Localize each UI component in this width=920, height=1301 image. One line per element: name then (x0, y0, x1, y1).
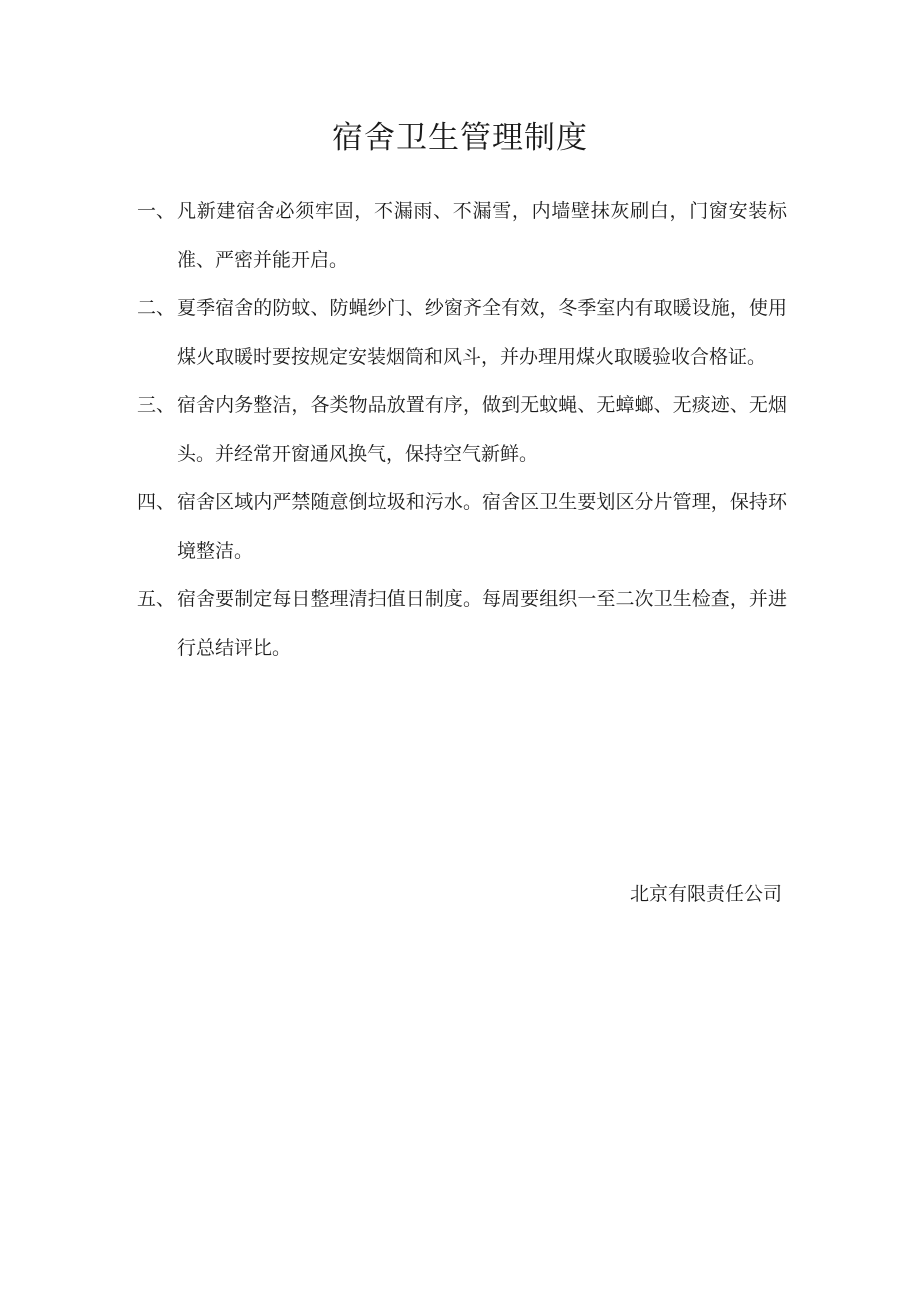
clause-number: 一、 (137, 200, 176, 222)
clause-text: 宿舍内务整洁，各类物品放置有序，做到无蚊蝇、无蟑螂、无痰迹、无烟头。并经常开窗通风换气，保持空气新鲜。 (177, 394, 787, 465)
clause-item (137, 478, 787, 575)
company-signature: 北京有限责任公司 (629, 883, 782, 905)
clause-number: 五、 (137, 588, 176, 610)
clause-item (137, 284, 787, 381)
clause-number: 三、 (137, 394, 176, 416)
clause-list (137, 187, 787, 672)
clause-text: 夏季宿舍的防蚊、防蝇纱门、纱窗齐全有效，冬季室内有取暖设施，使用煤火取暖时要按规定安装烟筒和风斗，并办理用煤火取暖验收合格证。 (177, 297, 787, 368)
clause-item (137, 187, 787, 284)
clause-text: 宿舍要制定每日整理清扫值日制度。每周要组织一至二次卫生检查，并进行总结评比。 (177, 588, 787, 659)
clause-text: 凡新建宿舍必须牢固，不漏雨、不漏雪，内墙壁抹灰刷白，门窗安装标准、严密并能开启。 (177, 200, 787, 271)
clause-item (137, 575, 787, 672)
clause-number: 二、 (137, 297, 176, 319)
document-title: 宿舍卫生管理制度 (332, 120, 588, 156)
clause-number: 四、 (137, 491, 176, 513)
clause-item (137, 381, 787, 478)
clause-text: 宿舍区域内严禁随意倒垃圾和污水。宿舍区卫生要划区分片管理，保持环境整洁。 (177, 491, 787, 562)
